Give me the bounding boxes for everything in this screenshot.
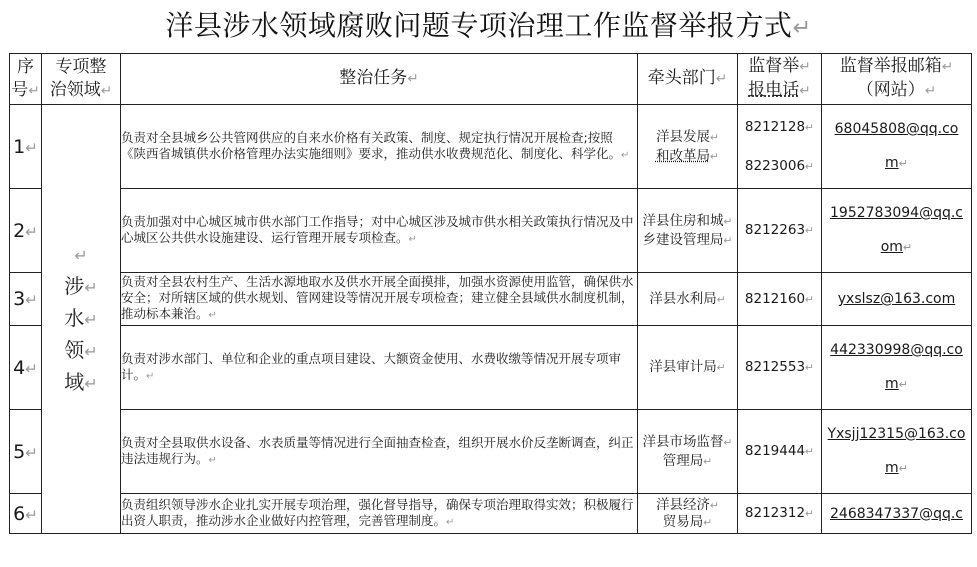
- row-dept: 洋县发展↵ 和改革局↵: [638, 105, 738, 189]
- row-dept: 洋县经济↵ 贸易局↵: [638, 494, 738, 534]
- row-phone: 8212553↵: [738, 326, 822, 410]
- row-email[interactable]: yxslsz@163.com: [822, 273, 972, 326]
- table-row: [10, 326, 972, 410]
- table-row: [10, 494, 972, 534]
- row-task: 负责组织领导涉水企业扎实开展专项治理，强化督导指导，确保专项治理取得实效；积极履行出资人职责，推动涉水企业做好内控管理，完善管理制度。↵: [121, 494, 638, 534]
- header-task: 整治任务↵: [121, 54, 638, 105]
- row-index: 4↵: [10, 326, 42, 410]
- row-phone: 8219444↵: [738, 410, 822, 494]
- header-dept: 牵头部门↵: [638, 54, 738, 105]
- header-row: [10, 54, 972, 105]
- row-task: 负责对全县城乡公共管网供应的自来水价格有关政策、制度、规定执行情况开展检查;按照《陕西省城镇供水价格管理办法实施细则》要求，推动供水收费规范化、制度化、科学化。↵: [121, 105, 638, 189]
- row-dept: 洋县审计局↵: [638, 326, 738, 410]
- row-dept: 洋县水利局↵: [638, 273, 738, 326]
- title-text: 洋县涉水领域腐败问题专项治理工作监督举报方式: [165, 9, 793, 42]
- header-phone: 监督举↵ 报电话↵: [738, 54, 822, 105]
- row-task: 负责加强对中心城区城市供水部门工作指导；对中心城区涉及城市供水相关政策执行情况及中心城区公共供水设施建设、运行管理开展专项检查。↵: [121, 189, 638, 273]
- domain-cell: ↵ 涉↵ 水↵ 领↵ 域↵: [42, 105, 121, 534]
- header-index: 序 号↵: [10, 54, 42, 105]
- row-email[interactable]: 1952783094@qq.c om↵: [822, 189, 972, 273]
- table-row: [10, 105, 972, 189]
- row-email[interactable]: Yxsjj12315@163.co m↵: [822, 410, 972, 494]
- row-email[interactable]: 2468347337@qq.c: [822, 494, 972, 534]
- header-domain: 专项整 治领域↵: [42, 54, 121, 105]
- row-phone: 8212312↵: [738, 494, 822, 534]
- page-title: [0, 6, 977, 46]
- row-phone: 8212263↵: [738, 189, 822, 273]
- row-phone: 8212128↵ 8223006↵: [738, 105, 822, 189]
- table-row: [10, 410, 972, 494]
- table-row: [10, 189, 972, 273]
- row-dept: 洋县市场监督↵ 管理局↵: [638, 410, 738, 494]
- row-index: 2↵: [10, 189, 42, 273]
- row-index: 1↵: [10, 105, 42, 189]
- row-task: 负责对全县取供水设备、水表质量等情况进行全面抽查检查，组织开展水价反垄断调查，纠正违法违规行为。↵: [121, 410, 638, 494]
- table-row: [10, 273, 972, 326]
- row-email[interactable]: 442330998@qq.co m↵: [822, 326, 972, 410]
- row-phone: 8212160↵: [738, 273, 822, 326]
- row-task: 负责对全县农村生产、生活水源地取水及供水开展全面摸排，加强水资源使用监管，确保供水安全；对所辖区域的供水规划、管网建设等情况开展专项检查；建立健全县域供水制度机制，推动标本兼治。↵: [121, 273, 638, 326]
- row-index: 6↵: [10, 494, 42, 534]
- row-email[interactable]: 68045808@qq.co m↵: [822, 105, 972, 189]
- row-index: 5↵: [10, 410, 42, 494]
- row-index: 3↵: [10, 273, 42, 326]
- row-task: 负责对涉水部门、单位和企业的重点项目建设、大额资金使用、水费收缴等情况开展专项审计。↵: [121, 326, 638, 410]
- row-dept: 洋县住房和城↵ 乡建设管理局↵: [638, 189, 738, 273]
- header-email: 监督举报邮箱↵ （网站）↵: [822, 54, 972, 105]
- report-table: [9, 53, 972, 534]
- paragraph-mark: ↵: [792, 15, 812, 41]
